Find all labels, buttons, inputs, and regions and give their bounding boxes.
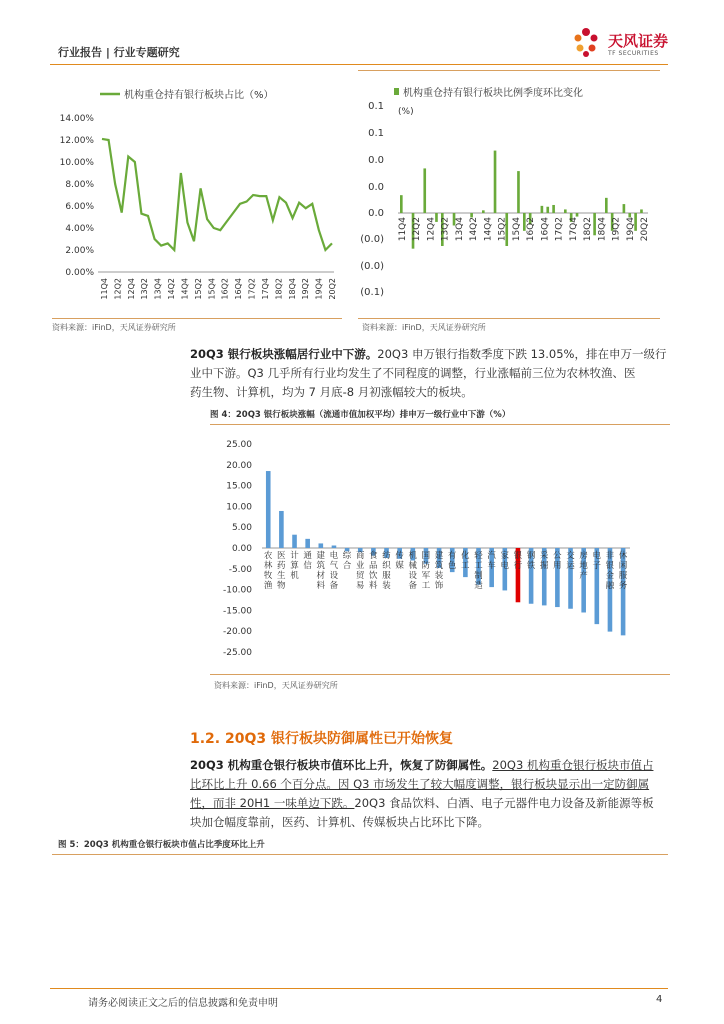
p2-line1: 20Q3 机构重仓银行板块市值占	[492, 758, 654, 772]
series-line	[102, 139, 332, 250]
y-tick-label: 25.00	[226, 440, 252, 450]
fig4-title: 图 4：20Q3 银行板块涨幅（流通市值加权平均）排申万一级行业中下游（%）	[210, 410, 511, 420]
footer-disclaimer: 请务必阅读正文之后的信息披露和免责申明	[88, 998, 278, 1009]
y-tick-label: (0.1)	[360, 287, 384, 298]
qoq-bar	[470, 213, 473, 217]
x-tick-label: 16Q2	[220, 278, 230, 300]
y-tick-label: 0.1	[368, 128, 384, 139]
fig3-right-top-rule	[358, 70, 660, 71]
category-label: 食品饮料	[369, 551, 378, 591]
x-tick-label: 17Q4	[260, 278, 270, 300]
qoq-bar	[593, 213, 596, 235]
y-tick-label: -25.00	[222, 648, 252, 658]
section-title-1-2: 1.2. 20Q3 银行板块防御属性已开始恢复	[190, 731, 453, 747]
fig5-title: 图 5：20Q3 机构重仓银行板块市值占比季度环比上升	[58, 840, 265, 850]
industry-bar	[292, 535, 297, 548]
y-tick-label: 10.00	[226, 502, 252, 513]
y-tick-label: -15.00	[222, 606, 252, 617]
x-tick-label: 18Q4	[287, 278, 297, 300]
category-label: 钢铁	[526, 551, 536, 571]
qoq-bar	[640, 209, 643, 213]
logo-text-cn: 天风证券	[608, 32, 669, 50]
category-label: 交运	[566, 551, 575, 571]
category-label: 银行	[513, 551, 523, 571]
x-tick-label: 14Q2	[469, 217, 480, 242]
qoq-bar	[623, 204, 626, 213]
p2-line3-rest: 20Q3 食品饮料、白酒、电子元器件电力设备及新能源等板	[354, 796, 654, 810]
p1-line2: 业中下游。Q3 几乎所有行业均发生了不同程度的调整，行业涨幅前三位为农林牧渔、医	[190, 366, 636, 380]
p2-line2: 比环比上升 0.66 个百分点。因 Q3 市场发生了较大幅度调整，银行板块显示出一定防御属	[190, 777, 650, 791]
category-label: 计算机	[290, 551, 299, 581]
category-label: 公用	[553, 551, 562, 571]
p2-bold: 20Q3 机构重仓银行板块市值环比上升，恢复了防御属性。	[190, 758, 493, 772]
x-tick-label: 18Q4	[597, 217, 608, 242]
x-tick-label: 16Q4	[234, 278, 244, 300]
fig3-left-line-chart	[52, 76, 352, 316]
category-label: 房地产	[579, 551, 588, 581]
category-label: 有色	[447, 551, 457, 571]
x-tick-label: 19Q2	[301, 278, 311, 300]
category-label: 化工	[461, 551, 470, 571]
y-tick-label: (0.0)	[360, 261, 384, 272]
category-label: 传媒	[395, 551, 404, 571]
industry-bar	[279, 511, 284, 548]
y-tick-label: 0.00	[231, 544, 252, 554]
x-tick-label: 13Q4	[153, 278, 163, 300]
x-tick-label: 20Q2	[328, 278, 337, 300]
x-tick-label: 17Q2	[554, 217, 565, 242]
legend-label: 机构重仓持有银行板块比例季度环比变化	[403, 88, 583, 99]
y-tick-label: 0.0	[368, 182, 384, 193]
y-tick-label: 0.0	[368, 208, 384, 219]
fig3-left-source: 资料来源：iFinD，天风证券研究所	[52, 323, 176, 332]
x-tick-label: 18Q2	[583, 217, 594, 242]
legend-label: 机构重仓持有银行板块占比（%）	[124, 90, 274, 101]
qoq-bar	[517, 171, 520, 213]
x-tick-label: 16Q4	[540, 217, 551, 242]
x-tick-label: 17Q2	[247, 278, 257, 300]
x-tick-label: 14Q2	[167, 278, 177, 300]
paragraph-1	[190, 345, 670, 402]
qoq-bar	[552, 205, 555, 213]
p1-line3: 药生物、计算机，均为 7 月底-8 月初涨幅较大的板块。	[190, 385, 473, 399]
x-tick-label: 17Q4	[568, 217, 579, 242]
x-tick-label: 16Q2	[526, 217, 537, 242]
category-label: 国防军工	[421, 551, 431, 591]
x-tick-label: 11Q4	[398, 217, 408, 242]
x-tick-label: 14Q4	[483, 217, 494, 242]
y-tick-label: 2.00%	[65, 246, 94, 256]
x-tick-label: 19Q4	[625, 217, 636, 242]
p2-line3-underlined: 性，而非 20H1 一味单边下跌。	[190, 796, 355, 810]
x-tick-label: 19Q4	[314, 278, 324, 300]
qoq-bar	[605, 198, 608, 213]
p1-bold: 20Q3 银行板块涨幅居行业中下游。	[190, 347, 378, 361]
qoq-bar	[482, 210, 485, 213]
fig4-top-rule	[210, 424, 670, 425]
category-label: 建筑材料	[316, 551, 326, 591]
footer-divider	[50, 988, 668, 989]
industry-bar	[332, 546, 337, 548]
logo-text-en: TF SECURITIES	[608, 50, 659, 57]
category-label: 采掘	[539, 551, 549, 571]
fig4-source: 资料来源：iFinD，天风证券研究所	[214, 681, 338, 690]
y-tick-label: 8.00%	[65, 180, 94, 190]
paragraph-2	[190, 756, 670, 832]
category-label: 机械设备	[408, 551, 418, 591]
category-label: 医药生物	[277, 551, 286, 591]
category-label: 纺织服装	[382, 551, 391, 591]
x-tick-label: 14Q4	[180, 278, 190, 300]
fig3-right-bar-chart	[358, 76, 660, 316]
y-tick-label: 15.00	[226, 481, 252, 492]
category-label: 商业贸易	[355, 551, 365, 591]
page-number: 4	[656, 994, 663, 1005]
header-divider	[50, 64, 668, 65]
qoq-bar	[400, 195, 403, 213]
y-tick-label: 10.00%	[59, 158, 94, 168]
industry-bar	[319, 543, 324, 548]
fig4-industry-bar-chart	[210, 432, 670, 672]
x-tick-label: 20Q2	[640, 217, 650, 242]
category-label: 农林牧渔	[263, 551, 273, 591]
qoq-bar	[628, 213, 631, 217]
y-tick-label: 6.00%	[65, 202, 94, 212]
x-tick-label: 15Q2	[193, 278, 203, 300]
industry-bar	[305, 539, 310, 548]
x-tick-label: 13Q2	[140, 278, 150, 300]
y-tick-label: -5.00	[228, 564, 252, 575]
x-tick-label: 13Q2	[440, 217, 451, 242]
x-tick-label: 15Q2	[497, 217, 508, 242]
x-tick-label: 11Q4	[100, 278, 109, 300]
legend-bar-swatch	[394, 88, 399, 95]
category-label: 综合	[342, 551, 352, 571]
p2-line4: 块加仓幅度靠前，医药、计算机、传媒板块占比环比下降。	[190, 815, 489, 829]
qoq-bar	[494, 151, 497, 213]
qoq-bar	[423, 168, 426, 213]
x-tick-label: 19Q2	[611, 217, 622, 242]
x-tick-label: 12Q4	[126, 278, 136, 300]
category-label: 非银金融	[605, 551, 615, 591]
x-tick-label: 12Q2	[412, 217, 423, 242]
qoq-bar	[576, 213, 579, 217]
qoq-bar	[546, 207, 549, 213]
category-label: 建筑装饰	[434, 551, 444, 591]
x-tick-label: 18Q2	[274, 278, 284, 300]
x-tick-label: 12Q4	[426, 217, 437, 242]
x-tick-label: 15Q4	[511, 217, 522, 242]
y-tick-label: 5.00	[231, 523, 252, 534]
category-label: 通信	[303, 551, 312, 571]
category-label: 电子	[592, 551, 602, 571]
category-label: 电气设备	[329, 551, 339, 591]
category-label: 汽车	[487, 551, 496, 571]
x-tick-label: 15Q4	[207, 278, 217, 300]
y-tick-label: 0.1	[368, 101, 384, 112]
qoq-bar	[564, 209, 567, 213]
y-tick-label: -20.00	[222, 627, 252, 638]
unit-label: (%)	[398, 107, 414, 117]
fig3-left-rule	[52, 318, 342, 319]
y-tick-label: 20.00	[226, 460, 252, 471]
y-tick-label: 0.0	[368, 155, 384, 166]
p1-line1: 20Q3 申万银行指数季度下跌 13.05%，排在申万一级行	[377, 347, 667, 361]
industry-bar	[266, 471, 271, 548]
category-label: 家电	[500, 551, 510, 571]
x-tick-label: 13Q4	[454, 217, 465, 242]
y-tick-label: (0.0)	[360, 234, 384, 245]
fig3-right-source: 资料来源：iFinD，天风证券研究所	[362, 323, 486, 332]
y-tick-label: 12.00%	[59, 136, 94, 146]
x-tick-label: 12Q2	[113, 278, 123, 300]
fig3-right-rule	[358, 318, 660, 319]
fig5-top-rule	[52, 854, 668, 855]
category-label: 休闲服务	[618, 551, 628, 591]
qoq-bar	[541, 206, 544, 213]
y-tick-label: 0.00%	[65, 268, 94, 278]
y-tick-label: 4.00%	[65, 224, 94, 234]
y-tick-label: 14.00%	[59, 114, 94, 124]
fig4-bottom-rule	[210, 674, 670, 675]
category-label: 轻工制造	[474, 551, 483, 591]
y-tick-label: -10.00	[222, 585, 252, 596]
report-breadcrumb: 行业报告 | 行业专题研究	[58, 46, 180, 59]
